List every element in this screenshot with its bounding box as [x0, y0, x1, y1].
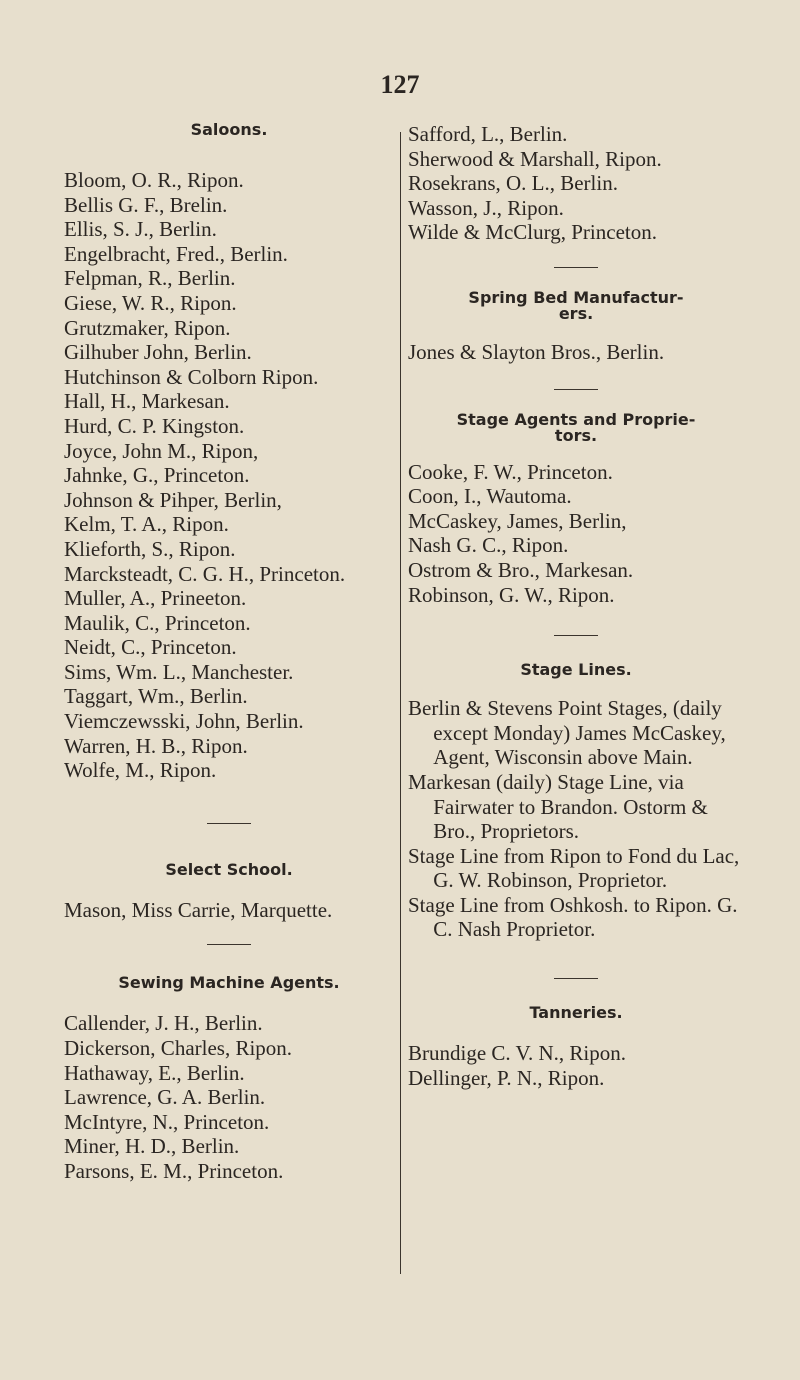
list-item: Klieforth, S., Ripon. [64, 536, 236, 561]
list-item: Stage Line from Oshkosh. to Ripon. G. C. Nash Proprietor. [408, 892, 738, 942]
section-heading-stage-lines: Stage Lines. [520, 660, 632, 680]
stage-agents-list [408, 460, 744, 608]
list-item: Johnson & Pihper, Berlin, [64, 487, 282, 512]
list-item: Coon, I., Wautoma. [408, 484, 572, 509]
section-heading-spring-bed-manufacturers: Spring Bed Manufactur- [468, 287, 684, 307]
list-item: Taggart, Wm., Berlin. [64, 684, 248, 709]
section-heading-saloons: Saloons. [190, 120, 268, 139]
list-item: Mason, Miss Carrie, Marquette. [64, 897, 333, 922]
list-item: Brundige C. V. N., Ripon. [408, 1041, 626, 1066]
list-item: Gilhuber John, Berlin. [64, 340, 252, 365]
list-item: Hathaway, E., Berlin. [64, 1060, 245, 1085]
list-item: Marcksteadt, C. G. H., Princeton. [64, 561, 346, 586]
saloons-list [64, 168, 394, 783]
right-column [408, 122, 744, 1090]
list-item: Parsons, E. M., Princeton. [64, 1159, 284, 1183]
list-item: Safford, L., Berlin. [408, 122, 568, 146]
list-item: Miner, H. D., Berlin. [64, 1134, 240, 1159]
left-column [64, 122, 394, 1184]
section-heading-select-school: Select School. [165, 859, 293, 879]
section-heading-tanneries: Tanneries. [529, 1003, 623, 1023]
section-heading-sewing-machine-agents: Sewing Machine Agents. [118, 973, 340, 993]
section-divider [554, 267, 598, 268]
list-item: Stage Line from Ripon to Fond du Lac, G. W. Robinson, Proprietor. [408, 843, 740, 893]
list-item: Jahnke, G., Princeton. [64, 463, 250, 488]
list-item: Engelbracht, Fred., Berlin. [64, 241, 288, 266]
column-divider [400, 132, 401, 1274]
list-item: Warren, H. B., Ripon. [64, 733, 248, 758]
list-item: Cooke, F. W., Princeton. [408, 459, 613, 484]
saloons-continued-list [408, 122, 744, 245]
list-item: Hall, H., Markesan. [64, 389, 230, 414]
list-item: Giese, W. R., Ripon. [64, 290, 237, 315]
list-item: Wolfe, M., Ripon. [64, 758, 217, 783]
stage-lines-list [408, 696, 744, 942]
list-item: Felpman, R., Berlin. [64, 266, 236, 291]
list-item: Neidt, C., Princeton. [64, 635, 237, 660]
list-item: Bellis G. F., Brelin. [64, 192, 228, 217]
list-item: Dellinger, P. N., Ripon. [408, 1065, 605, 1090]
list-item: Hurd, C. P. Kingston. [64, 413, 245, 438]
section-divider [554, 389, 598, 390]
section-divider [554, 635, 598, 636]
list-item: Joyce, John M., Ripon, [64, 438, 259, 463]
list-item: Ellis, S. J., Berlin. [64, 217, 217, 242]
list-item: Jones & Slayton Bros., Berlin. [408, 339, 665, 364]
list-item: Hutchinson & Colborn Ripon. [64, 364, 319, 389]
section-divider [207, 944, 251, 945]
list-item: Sherwood & Marshall, Ripon. [408, 146, 662, 171]
list-item: Maulik, C., Princeton. [64, 610, 251, 635]
list-item: Bloom, O. R., Ripon. [64, 168, 244, 192]
sewing-machine-agents-list [64, 1011, 394, 1183]
section-heading-stage-agents: Stage Agents and Proprie- [456, 409, 696, 429]
tanneries-list [408, 1041, 744, 1090]
list-item: Grutzmaker, Ripon. [64, 315, 231, 340]
page-number: 127 [380, 70, 420, 99]
list-item: Viemczewsski, John, Berlin. [64, 709, 304, 734]
list-item: McIntyre, N., Princeton. [64, 1109, 270, 1134]
list-item: Wasson, J., Ripon. [408, 195, 564, 220]
section-heading-spring-bed-manufacturers-cont: ers. [558, 303, 594, 323]
list-item: Berlin & Stevens Point Stages, (daily except Monday) James McCaskey, Agent, Wisconsin above Main. [408, 696, 726, 770]
list-item: Markesan (daily) Stage Line, via Fairwater to Brandon. Ostorm & Bro., Proprietors. [408, 769, 708, 844]
list-item: Robinson, G. W., Ripon. [408, 582, 615, 607]
list-item: Muller, A., Prineeton. [64, 586, 247, 611]
list-item: McCaskey, James, Berlin, [408, 508, 627, 533]
list-item: Dickerson, Charles, Ripon. [64, 1036, 293, 1061]
list-item: Nash G. C., Ripon. [408, 533, 569, 558]
list-item: Sims, Wm. L., Manchester. [64, 659, 294, 684]
list-item: Rosekrans, O. L., Berlin. [408, 171, 618, 196]
list-item: Wilde & McClurg, Princeton. [408, 220, 657, 245]
section-divider [554, 978, 598, 979]
list-item: Ostrom & Bro., Markesan. [408, 557, 634, 582]
list-item: Callender, J. H., Berlin. [64, 1011, 263, 1036]
section-divider [207, 823, 251, 824]
list-item: Kelm, T. A., Ripon. [64, 512, 229, 537]
list-item: Lawrence, G. A. Berlin. [64, 1085, 266, 1110]
section-heading-stage-agents-cont: tors. [554, 425, 598, 445]
